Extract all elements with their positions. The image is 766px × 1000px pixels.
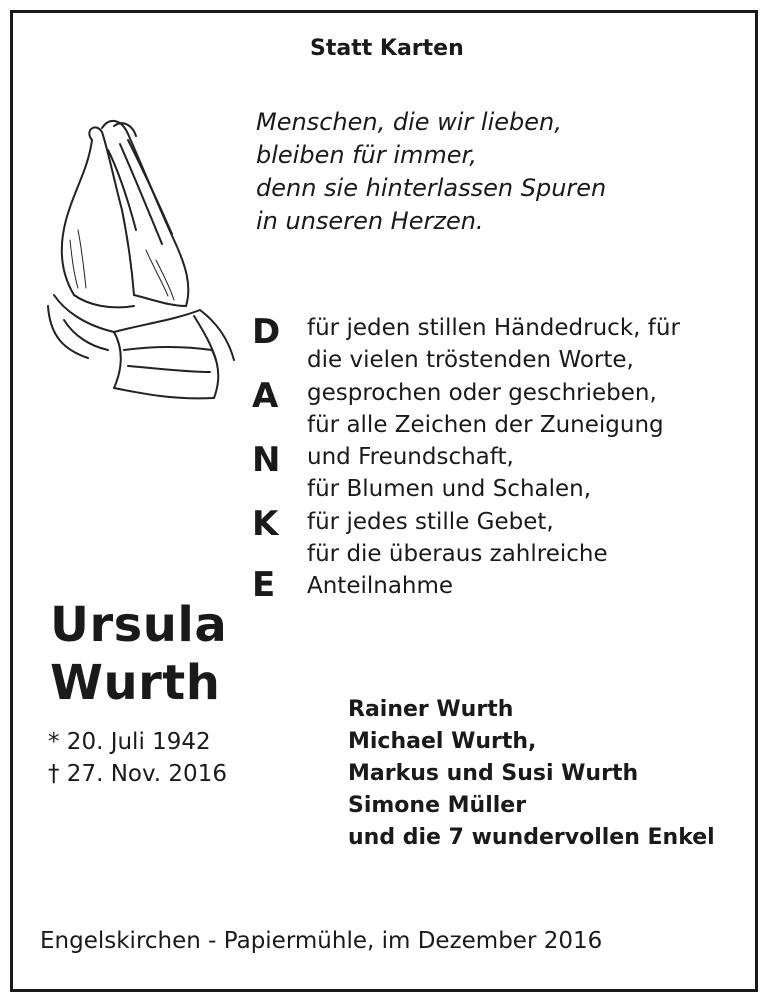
header-title: Statt Karten — [310, 36, 464, 61]
danke-text — [307, 312, 680, 603]
place-date: Engelskirchen - Papiermühle, im Dezember 2016 — [40, 928, 603, 954]
danke-line: gesprochen oder geschrieben, — [307, 379, 657, 406]
danke-line: für jeden stillen Händedruck, für — [307, 315, 680, 341]
danke-line: für alle Zeichen der Zuneigung — [307, 411, 664, 438]
danke-letter: N — [252, 440, 281, 480]
family-member: Markus und Susi Wurth — [348, 761, 639, 786]
poem-line: in unseren Herzen. — [256, 207, 484, 235]
poem-line: denn sie hinterlassen Spuren — [256, 174, 607, 202]
birth-date: * 20. Juli 1942 — [48, 729, 211, 755]
family-member: Michael Wurth, — [348, 729, 537, 754]
praying-hands-icon — [44, 110, 244, 410]
deceased-name — [50, 596, 227, 712]
family-member: Rainer Wurth — [348, 697, 514, 722]
family-member: und die 7 wundervollen Enkel — [348, 825, 715, 850]
danke-line: die vielen tröstenden Worte, — [307, 347, 634, 374]
danke-letter: D — [252, 312, 281, 352]
deceased-last-name: Wurth — [50, 655, 221, 711]
family-signatures — [348, 694, 715, 854]
death-date: † 27. Nov. 2016 — [48, 761, 227, 787]
family-member: Simone Müller — [348, 793, 527, 818]
poem — [256, 106, 606, 238]
danke-line: und Freundschaft, — [307, 444, 514, 471]
danke-line: für jedes stille Gebet, — [307, 508, 554, 535]
danke-letter: A — [252, 376, 279, 416]
danke-letter: E — [252, 565, 276, 605]
danke-line: Anteilnahme — [307, 573, 454, 600]
poem-line: bleiben für immer, — [256, 141, 477, 169]
life-dates — [48, 726, 227, 790]
deceased-first-name: Ursula — [50, 597, 228, 653]
danke-line: für Blumen und Schalen, — [307, 476, 592, 503]
danke-line: für die überaus zahlreiche — [307, 541, 608, 568]
danke-letter: K — [252, 504, 279, 544]
poem-line: Menschen, die wir lieben, — [256, 108, 562, 136]
